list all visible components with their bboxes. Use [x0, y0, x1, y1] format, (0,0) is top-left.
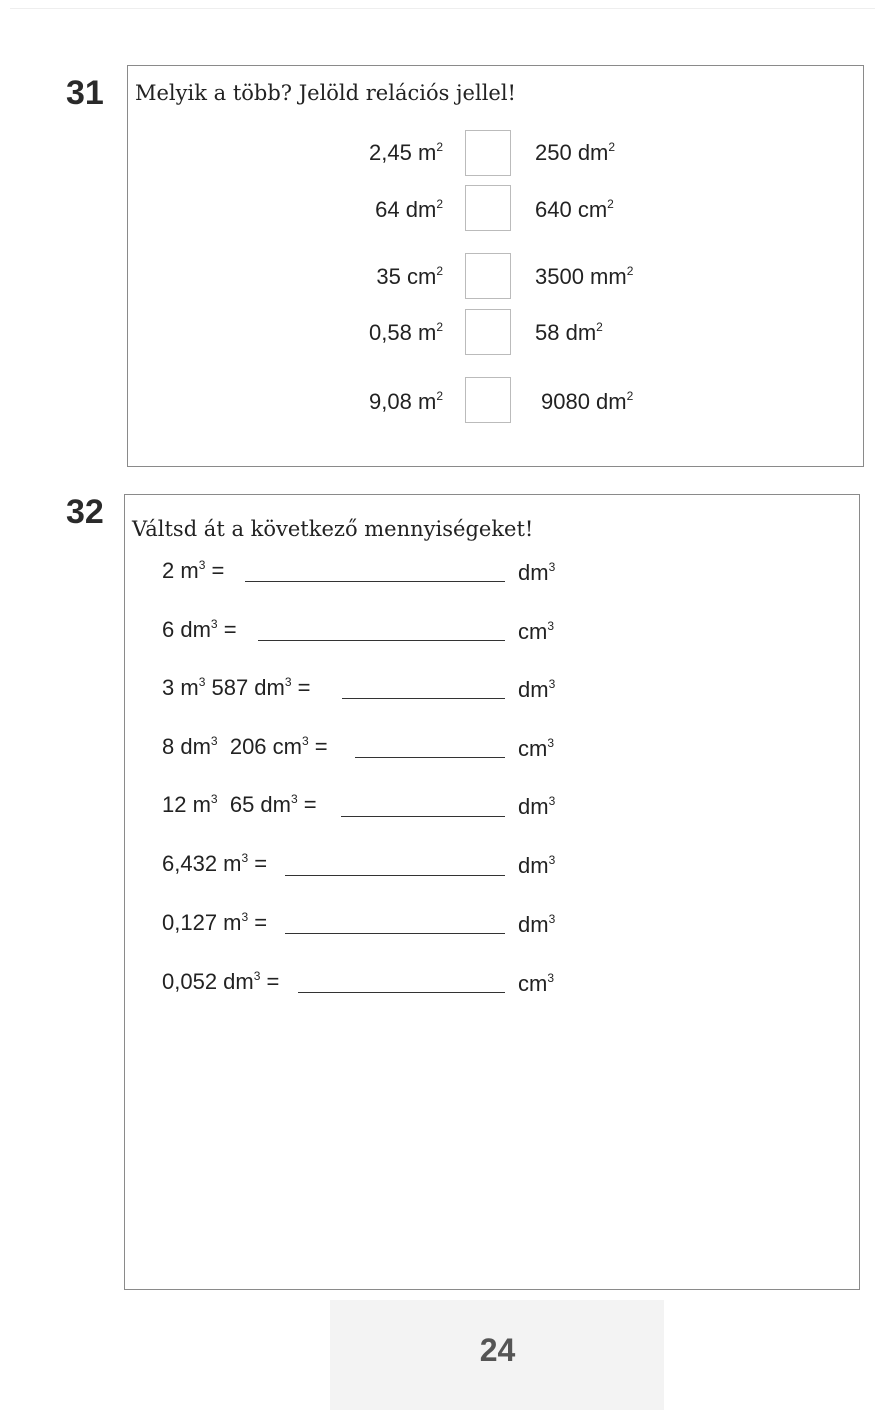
relation-answer-box[interactable] [465, 130, 511, 176]
comparison-left: 2,45 $m^2$ [369, 140, 443, 165]
exercise-32-prompt: Váltsd át a következő mennyiségeket! [132, 517, 534, 541]
relation-answer-box[interactable] [465, 185, 511, 231]
relation-answer-box[interactable] [465, 377, 511, 423]
conversion-quantity: 6,432 $m^3$ = [162, 851, 268, 876]
comparison-left: 9,08 $m^2$ [369, 389, 443, 414]
conversion-quantity: 0,052 $dm^3$ = [162, 969, 280, 994]
conversion-quantity: 12 $m^3$ 65 $dm^3$ = [162, 792, 317, 817]
conversion-unit: $cm^3$ [518, 619, 555, 644]
conversion-quantity: 0,127 $m^3$ = [162, 910, 268, 935]
exercise-31-prompt: Melyik a több? Jelöld relációs jellel! [135, 81, 516, 105]
exercise-32-number: 32 [66, 493, 104, 531]
comparison-right: 58 $dm^2$ [535, 320, 603, 345]
comparison-left: 0,58 $m^2$ [369, 320, 443, 345]
exercise-31-number: 31 [66, 74, 104, 112]
comparison-right: 640 $cm^2$ [535, 197, 614, 222]
comparison-right: 3500 $mm^2$ [535, 264, 634, 289]
conversion-unit: $cm^3$ [518, 736, 555, 761]
conversion-unit: $cm^3$ [518, 971, 555, 996]
comparison-left: 64 $dm^2$ [375, 197, 443, 222]
conversion-quantity: 2 $m^3$ = [162, 558, 225, 583]
answer-blank[interactable] [341, 816, 505, 817]
answer-blank[interactable] [298, 992, 505, 993]
conversion-quantity: 3 $m^3$ 587 $dm^3$ = [162, 675, 311, 700]
answer-blank[interactable] [285, 875, 505, 876]
conversion-unit: $dm^3$ [518, 853, 556, 878]
answer-blank[interactable] [355, 757, 505, 758]
page-number: 24 [479, 1332, 516, 1368]
exercise-32-box [124, 494, 860, 1290]
conversion-unit: $dm^3$ [518, 912, 556, 937]
answer-blank[interactable] [245, 581, 505, 582]
relation-answer-box[interactable] [465, 253, 511, 299]
comparison-right: 9080 $dm^2$ [541, 389, 634, 414]
answer-blank[interactable] [342, 698, 505, 699]
conversion-unit: $dm^3$ [518, 677, 556, 702]
comparison-left: 35 $cm^2$ [376, 264, 443, 289]
answer-blank[interactable] [285, 933, 505, 934]
conversion-unit: $dm^3$ [518, 560, 556, 585]
answer-blank[interactable] [258, 640, 505, 641]
comparison-right: 250 $dm^2$ [535, 140, 616, 165]
conversion-unit: $dm^3$ [518, 794, 556, 819]
relation-answer-box[interactable] [465, 309, 511, 355]
top-rule [10, 8, 875, 9]
conversion-quantity: 6 $dm^3$ = [162, 617, 237, 642]
conversion-quantity: 8 $dm^3$ 206 $cm^3$ = [162, 734, 328, 759]
